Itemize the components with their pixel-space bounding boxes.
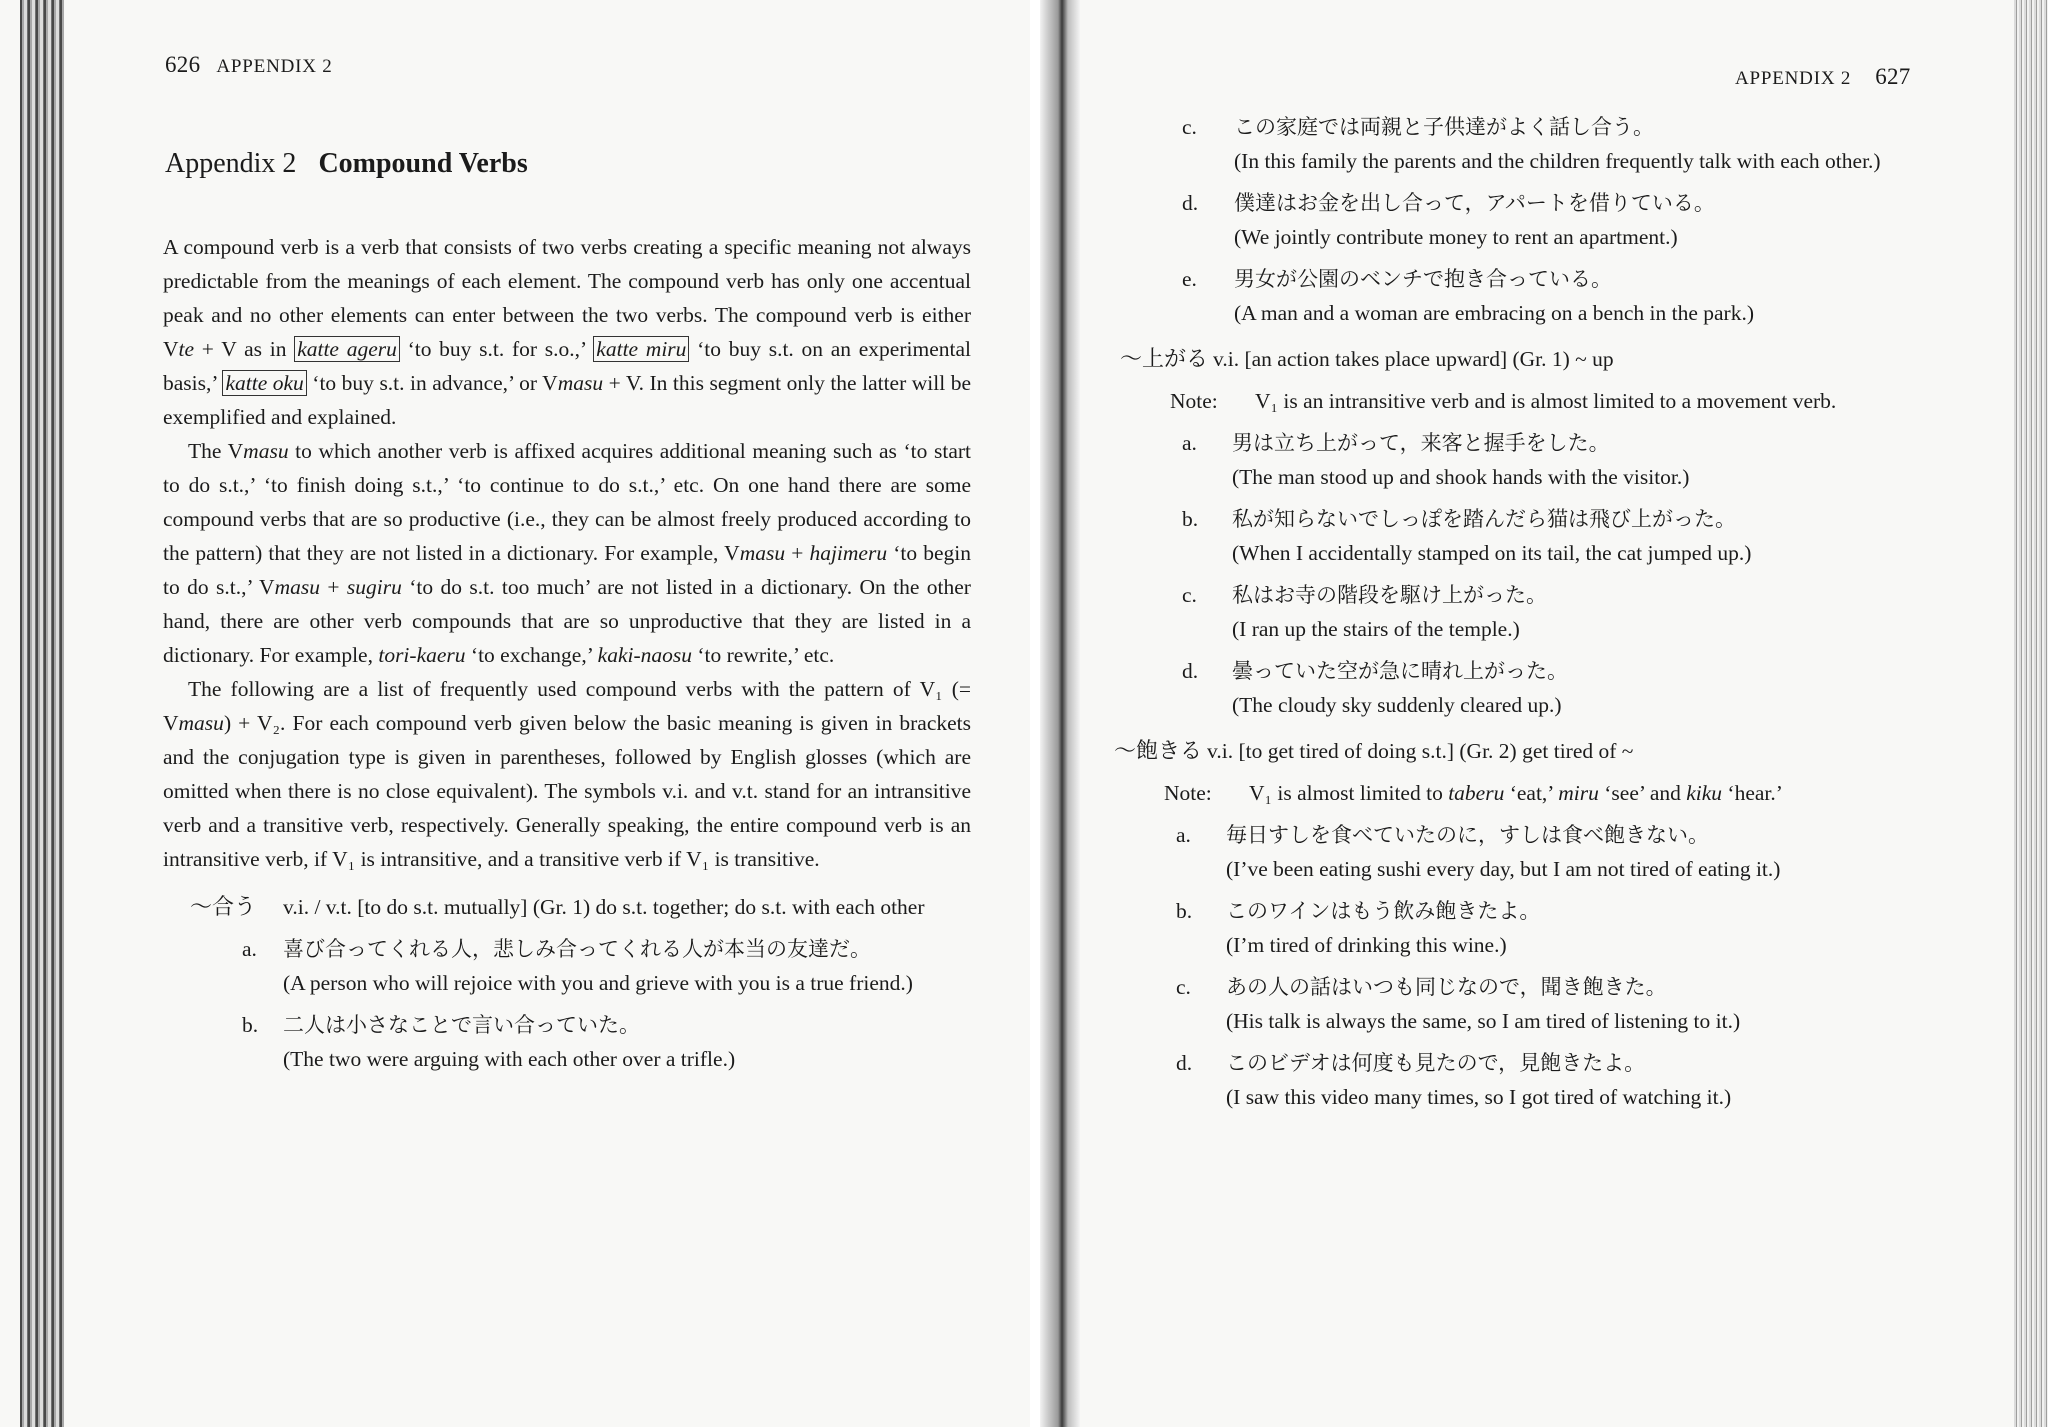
example-akiru-c: c. あの人の話はいつも同じなので，聞き飽きた。 (His talk is always the same, so I am tired of listening to it.) — [1176, 975, 1741, 1033]
right-running-head — [1735, 64, 1911, 90]
book-spine-gutter — [1040, 0, 1080, 1427]
example-akiru-b: b. このワインはもう飲み飽きたよ。 (I’m tired of drinking this wine.) — [1176, 899, 1541, 957]
example-katte-oku: katte oku — [222, 370, 306, 396]
left-binding-edge — [20, 0, 64, 1427]
example-au-d: d. 僕達はお金を出し合って，アパートを借りている。 (We jointly contribute money to rent an apartment.) — [1182, 191, 1715, 249]
entry-akiru-gloss: v.i. [to get tired of doing s.t.] (Gr. 2) get tired of ~ — [1207, 739, 1634, 763]
intro-paragraph-3: The following are a list of frequently used compound verbs with the pattern of V₁ (= Vmasu) + V₂. For each compound verb given below the basic meaning is given in brackets and the conjugation type is given in parentheses, followed by English glosses (which are omitted when there is no close equivalent). The symbols v.i. and v.t. stand for an intransitive verb and a transitive verb, respectively. Generally speaking, the entire compound verb is an intransitive verb, if V₁ is intransitive, and a transitive verb if V₁ is transitive. — [163, 677, 971, 871]
appendix-title — [165, 148, 528, 180]
left-text-column — [163, 230, 971, 1076]
intro-paragraph-2: The Vmasu to which another verb is affixed acquires additional meaning such as ‘to start to do s.t.,’ ‘to finish doing s.t.,’ ‘to continue to do s.t.,’ etc. On one hand there are some compound verbs that are so productive (i.e., they can be almost freely produced according to the pattern) that they are not listed in a dictionary. For example, Vmasu + hajimeru ‘to begin to do s.t.,’ Vmasu + sugiru ‘to do s.t. too much’ are not listed in a dictionary. On the other hand, there are other verb compounds that are so unproductive that they are listed in a dictionary. For example, tori-kaeru ‘to exchange,’ kaki-naosu ‘to rewrite,’ etc. — [163, 439, 971, 667]
entry-au — [190, 890, 971, 1076]
entry-agaru-gloss: v.i. [an action takes place upward] (Gr. 1) ~ up — [1213, 347, 1614, 371]
entry-agaru-note: Note: V₁ is an intransitive verb and is almost limited to a movement verb. — [1170, 389, 1837, 413]
example-katte-ageru: katte ageru — [294, 336, 400, 362]
entry-akiru — [1114, 734, 1915, 1114]
entry-au-headword: ～合う — [190, 894, 257, 919]
left-page-number: 626 — [165, 52, 201, 77]
right-page-edge — [2014, 0, 2048, 1427]
right-text-column — [1114, 110, 1915, 1114]
example-au-b: b. 二人は小さなことで言い合っていた。 (The two were arguing with each other over a trifle.) — [242, 1013, 736, 1071]
example-au-c: c. この家庭では両親と子供達がよく話し合う。 (In this family the parents and the children frequently talk with each other.) — [1182, 115, 1881, 173]
left-running-title: APPENDIX 2 — [216, 56, 333, 77]
example-au-e: e. 男女が公園のベンチで抱き合っている。 (A man and a woman are embracing on a bench in the park.) — [1182, 267, 1754, 325]
example-agaru-b: b. 私が知らないでしっぽを踏んだら猫は飛び上がった。 (When I accidentally stamped on its tail, the cat jumped up.) — [1182, 507, 1752, 565]
entry-agaru — [1120, 342, 1915, 722]
left-running-head — [165, 52, 333, 78]
example-agaru-a: a. 男は立ち上がって，来客と握手をした。 (The man stood up and shook hands with the visitor.) — [1182, 431, 1690, 489]
appendix-title-main: Compound Verbs — [318, 148, 528, 179]
entry-akiru-headword: ～飽きる — [1114, 738, 1203, 763]
right-page-number: 627 — [1875, 64, 1911, 89]
example-akiru-d: d. このビデオは何度も見たので，見飽きたよ。 (I saw this video many times, so I got tired of watching it.) — [1176, 1051, 1732, 1109]
example-katte-miru: katte miru — [593, 336, 689, 362]
intro-paragraph-1: A compound verb is a verb that consists of two verbs creating a specific meaning not always predictable from the meanings of each element. The compound verb has only one accentual peak and no other elements can enter between the two verbs. The compound verb is either Vte + V as in katte ageru ‘to buy s.t. for s.o.,’ katte miru ‘to buy s.t. on an experimental basis,’ katte oku ‘to buy s.t. in advance,’ or Vmasu + V. In this segment only the latter will be exemplified and explained. — [163, 235, 972, 429]
right-running-title: APPENDIX 2 — [1735, 68, 1852, 89]
entry-au-gloss: v.i. / v.t. [to do s.t. mutually] (Gr. 1) do s.t. together; do s.t. with each other — [283, 895, 925, 919]
entry-agaru-headword: ～上がる — [1120, 346, 1209, 371]
example-au-a: a. 喜び合ってくれる人，悲しみ合ってくれる人が本当の友達だ。 (A person who will rejoice with you and grieve with you is a true friend.) — [242, 937, 913, 995]
entry-akiru-note: Note: V₁ is almost limited to taberu ‘eat,’ miru ‘see’ and kiku ‘hear.’ — [1164, 781, 1783, 805]
appendix-title-prefix: Appendix 2 — [165, 148, 297, 179]
example-akiru-a: a. 毎日すしを食べていたのに，すしは食べ飽きない。 (I’ve been eating sushi every day, but I am not tired of eating it.) — [1176, 823, 1781, 881]
example-agaru-c: c. 私はお寺の階段を駆け上がった。 (I ran up the stairs of the temple.) — [1182, 583, 1547, 641]
example-agaru-d: d. 曇っていた空が急に晴れ上がった。 (The cloudy sky suddenly cleared up.) — [1182, 659, 1568, 717]
